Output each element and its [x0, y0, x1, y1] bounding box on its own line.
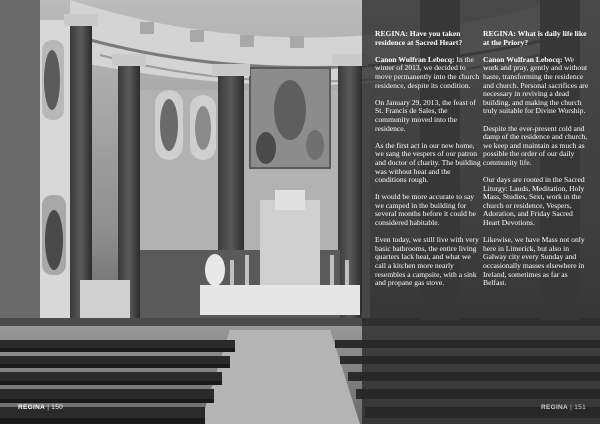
- answer-paragraph: [483, 56, 591, 116]
- answer-paragraph: On January 29, 2013, the feast of St. Francis de Sales, the community moved into the residence.: [375, 97, 476, 133]
- footer-separator: |: [45, 404, 52, 411]
- page-number: 151: [574, 404, 586, 411]
- page-footer-right: [541, 404, 586, 411]
- answer-paragraph: [375, 56, 483, 90]
- answer-text: In the winter of 2013, we decided to move permanently into the church residence, despite its condition.: [375, 54, 480, 90]
- page-footer-left: [18, 404, 63, 411]
- footer-separator: |: [568, 404, 575, 411]
- page-number: 150: [51, 404, 64, 411]
- speaker-name: Canon Wulfran Lebocq:: [483, 54, 563, 64]
- interview-column-right: [483, 30, 591, 296]
- magazine-name: REGINA: [18, 404, 46, 411]
- answer-paragraph: Our days are rooted in the Sacred Liturgy: Lauds, Meditation, Holy Mass, Studies, Sext, work in the church or residence, Vespers, Adoration, and Friday Sacred Heart Devotions.: [483, 175, 585, 228]
- question-residence: REGINA: Have you taken residence at Sacred Heart?: [375, 29, 463, 47]
- question-daily-life: REGINA: What is daily life like at the Priory?: [483, 29, 587, 47]
- speaker-name: Canon Wulfran Lebocq:: [375, 54, 455, 64]
- interview-column-left: [375, 30, 483, 296]
- answer-paragraph: Despite the ever-present cold and damp of the residence and church, we keep and maintain as much as possible the order of our daily community life.: [483, 123, 588, 167]
- answer-paragraph: Even today, we still live with very basic bathrooms, the entire living quarters lack heat, and what we call a kitchen more nearly resembles a campsite, with a sink and propane gas stove.: [375, 235, 479, 288]
- answer-paragraph: Likewise, we have Mass not only here in Limerick, but also in Galway city every Sunday and occasionally masses elsewhere in Ireland, sometimes as far as Belfast.: [483, 235, 585, 288]
- answer-text: We work and pray, gently and without haste, transforming the residence and church. Personal sacrifices are necessary in reviving a dead building, and making the church truly suitable for Divine Worship.: [483, 54, 589, 116]
- answer-paragraph: It would be more accurate to say we camped in the building for several months before it could be considered habitable.: [375, 192, 477, 228]
- magazine-name: REGINA: [540, 404, 569, 411]
- answer-paragraph: As the first act in our new home, we sang the vespers of our patron and doctor of charity. The building was without heat and the conditions rough.: [375, 140, 481, 185]
